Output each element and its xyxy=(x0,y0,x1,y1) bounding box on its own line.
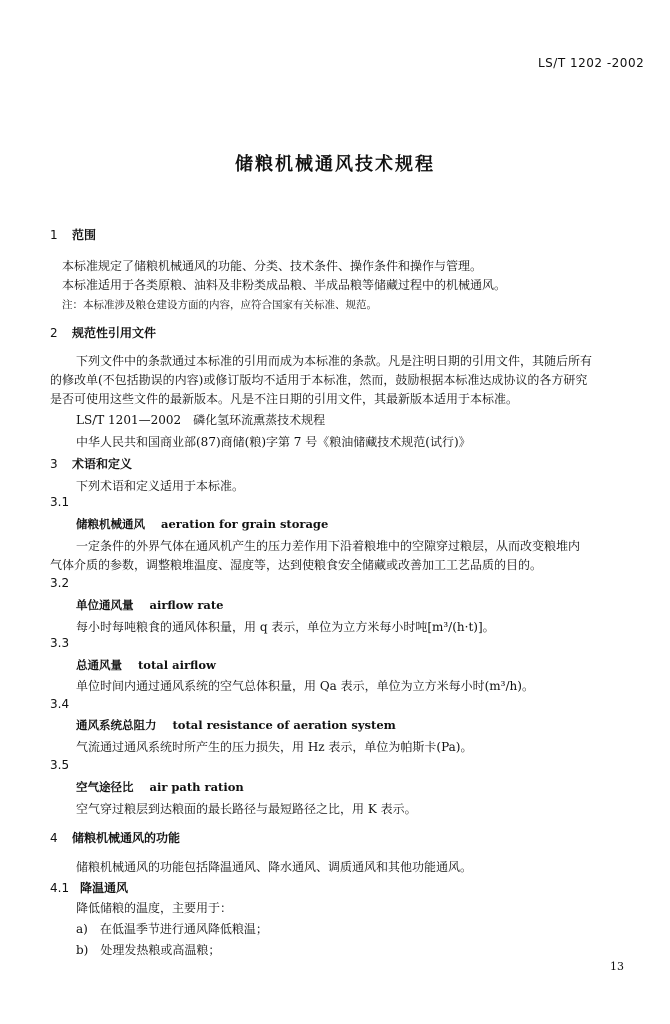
term-definition: 气流通过通风系统时所产生的压力损失，用 Hz 表示，单位为帕斯卡(Pa)。 xyxy=(76,740,473,754)
term-definition: 空气穿过粮层到达粮面的最长路径与最短路径之比，用 K 表示。 xyxy=(76,802,417,816)
page-number: 13 xyxy=(610,960,624,973)
term-definition: 一定条件的外界气体在通风机产生的压力差作用下沿着粮堆中的空隙穿过粮层，从而改变粮堆内 xyxy=(76,539,581,553)
subsection-4-1-heading xyxy=(50,879,128,896)
paragraph: 降低储粮的温度，主要用于： xyxy=(76,901,233,915)
document-title: 储粮机械通风技术规程 xyxy=(235,154,435,175)
term-heading xyxy=(76,597,223,613)
term-cn: 空气途径比 xyxy=(76,780,134,794)
section-number: 3 xyxy=(50,457,58,471)
section-title: 范围 xyxy=(72,228,97,242)
term-en: total airflow xyxy=(138,658,216,672)
term-definition: 单位时间内通过通风系统的空气总体积量，用 Qa 表示，单位为立方米每小时(m³/h)。 xyxy=(76,679,534,693)
term-en: aeration for grain storage xyxy=(161,517,329,531)
note: 注：本标准涉及粮仓建设方面的内容，应符合国家有关标准、规范。 xyxy=(62,299,377,311)
section-2-heading xyxy=(50,324,156,341)
paragraph-line: 的修改单(不包括勘误的内容)或修订版均不适用于本标准，然而，鼓励根据本标准达成协议的各方研究 xyxy=(50,373,588,387)
paragraph: 下列术语和定义适用于本标准。 xyxy=(76,479,245,493)
term-definition: 气体介质的参数，调整粮堆温度、湿度等，达到使粮食安全储藏或改善加工工艺品质的目的。 xyxy=(50,558,543,572)
paragraph: 本标准适用于各类原粮、油料及非粉类成品粮、半成品粮等储藏过程中的机械通风。 xyxy=(62,278,507,292)
list-item: a) 在低温季节进行通风降低粮温； xyxy=(76,922,268,936)
term-cn: 总通风量 xyxy=(76,658,122,672)
list-item: b) 处理发热粮或高温粮； xyxy=(76,943,221,957)
standard-code: LS/T 1202 -2002 xyxy=(538,56,645,70)
term-cn: 单位通风量 xyxy=(76,598,134,612)
paragraph-line: 下列文件中的条款通过本标准的引用而成为本标准的条款。凡是注明日期的引用文件，其随后所有 xyxy=(76,354,593,368)
reference-item: LS/T 1201—2002 磷化氢环流熏蒸技术规程 xyxy=(76,413,326,427)
term-heading xyxy=(76,717,396,733)
term-number: 3.1 xyxy=(50,495,70,509)
term-heading xyxy=(76,657,216,673)
section-title: 降温通风 xyxy=(80,881,129,895)
term-cn: 通风系统总阻力 xyxy=(76,718,157,732)
section-number: 1 xyxy=(50,228,58,242)
section-4-heading xyxy=(50,829,180,846)
section-3-heading xyxy=(50,455,132,472)
term-number: 3.5 xyxy=(50,758,70,772)
section-title: 术语和定义 xyxy=(72,457,133,471)
section-number: 4 xyxy=(50,831,58,845)
term-en: total resistance of aeration system xyxy=(172,718,396,732)
paragraph: 本标准规定了储粮机械通风的功能、分类、技术条件、操作条件和操作与管理。 xyxy=(62,259,483,273)
section-title: 规范性引用文件 xyxy=(72,326,157,340)
term-heading xyxy=(76,779,244,795)
term-en: air path ration xyxy=(149,780,244,794)
term-definition: 每小时每吨粮食的通风体积量，用 q 表示，单位为立方米每小时吨[m³/(h·t)]。 xyxy=(76,620,495,634)
term-en: airflow rate xyxy=(149,598,224,612)
paragraph-line: 是否可使用这些文件的最新版本。凡是不注日期的引用文件，其最新版本适用于本标准。 xyxy=(50,392,519,406)
section-title: 储粮机械通风的功能 xyxy=(72,831,181,845)
section-number: 2 xyxy=(50,326,58,340)
paragraph: 储粮机械通风的功能包括降温通风、降水通风、调质通风和其他功能通风。 xyxy=(76,860,473,874)
reference-item: 中华人民共和国商业部(87)商储(粮)字第 7 号《粮油储藏技术规范(试行)》 xyxy=(76,435,471,449)
term-heading xyxy=(76,516,328,532)
term-number: 3.4 xyxy=(50,697,70,711)
section-number: 4.1 xyxy=(50,881,70,895)
section-1-heading xyxy=(50,226,96,243)
term-number: 3.2 xyxy=(50,576,70,590)
term-number: 3.3 xyxy=(50,636,70,650)
term-cn: 储粮机械通风 xyxy=(76,517,145,531)
